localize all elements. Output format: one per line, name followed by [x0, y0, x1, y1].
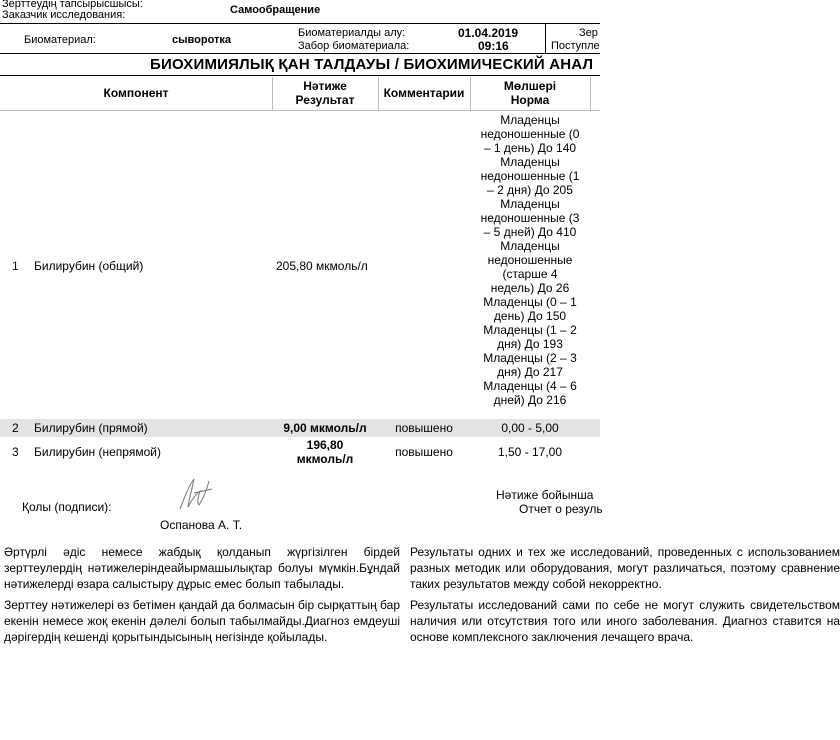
result-value: 9,00 мкмоль/л — [283, 421, 367, 435]
received-label-cut-1: Зер — [579, 27, 598, 39]
biomaterial-label: Биоматериал: — [24, 34, 96, 46]
col-norm-ru: Норма — [510, 93, 550, 107]
col-norm-kz: Мөлшері — [503, 79, 557, 93]
comment-value: повышено — [395, 421, 453, 435]
signer-name: Оспанова А. Т. — [160, 518, 243, 532]
page-title: БИОХИМИЯЛЫҚ ҚАН ТАЛДАУЫ / БИОХИМИЧЕСКИЙ АНАЛ — [150, 56, 594, 73]
component-name: Билирубин (общий) — [34, 259, 144, 273]
col-result-kz: Нәтиже — [303, 79, 347, 93]
biomaterial-value: сыворотка — [172, 34, 232, 46]
order-value: Самообращение — [230, 4, 321, 16]
row-number: 3 — [12, 445, 19, 459]
collection-time: 09:16 — [478, 39, 509, 53]
collection-label-kz: Биоматериалды алу: — [298, 27, 406, 39]
result-value-line1: 196,80 — [306, 438, 344, 452]
disclaimer-kz-1: Әртүрлі әдіс немесе жабдық қолданып жүргізілген бірдей зерттеулердің нәтижелеріндеайырмашылықтар болуы мүмкін.Бұндай нәтижелерді өзара салыстыру дұрыс емес болып табылады. — [4, 545, 400, 591]
disclaimer-ru-1: Результаты одних и тех же исследований, проведенных с использованием разных методик или оборудования, могут различаться, поэтому сравнение таких результатов между собой некорректно. — [410, 545, 840, 591]
comment-value: повышено — [395, 445, 453, 459]
col-result-ru: Результат — [295, 93, 355, 107]
collection-date: 01.04.2019 — [458, 26, 519, 40]
received-label-cut-2: Поступле — [551, 40, 600, 52]
result-value-line2: мкмоль/л — [296, 452, 354, 466]
result-note-ru: Отчет о резуль — [519, 502, 603, 516]
signature-label: Қолы (подписи): — [22, 500, 112, 514]
component-name: Билирубин (прямой) — [34, 421, 148, 435]
component-name: Билирубин (непрямой) — [34, 445, 161, 459]
col-comment: Комментарии — [383, 86, 465, 100]
disclaimer-kz-2: Зерттеу нәтижелері өз бетімен қандай да болмасын бір сырқаттың бар екенін немесе жоқ екенін дәлелі болып табылмайды.Диагноз емдеушi дәрiгердің кешенді қорытындысының негізінде қойылады. — [4, 598, 400, 644]
collection-label-ru: Забор биоматериала: — [298, 40, 410, 52]
norm-value: Младенцы недоношенные (0 – 1 день) До 140 Младенцы недоношенные (1 – 2 дня) До 205 Младенцы недоношенные (3 – 5 дней) До 410 Младенцы недоношенные (старше 4 недель) До 26 Младенцы (0 – 1 день) До 150 Младенцы (1 – 2 дня) До 193 Младенцы (2 – 3 дня) До 217 Младенцы (4 – 6 дней) До 216 — [480, 113, 580, 407]
order-label-ru: Заказчик исследования: — [2, 9, 126, 21]
col-component: Компонент — [103, 86, 169, 100]
result-note-kz: Нәтиже бойынша — [496, 488, 594, 502]
order-label-kz: Зерттеудің тапсырысшысы: — [2, 0, 143, 10]
row-number: 1 — [12, 259, 19, 273]
norm-value: 0,00 - 5,00 — [501, 421, 559, 435]
row-number: 2 — [12, 421, 19, 435]
norm-value: 1,50 - 17,00 — [497, 445, 563, 459]
result-value: 205,80 мкмоль/л — [276, 259, 368, 273]
disclaimer-ru-2: Результаты исследований сами по себе не могут служить свидетельством наличия или отсутствия того или иного заболевания. Диагноз ставится на основе комплексного заключения лечащего врача. — [410, 598, 840, 644]
